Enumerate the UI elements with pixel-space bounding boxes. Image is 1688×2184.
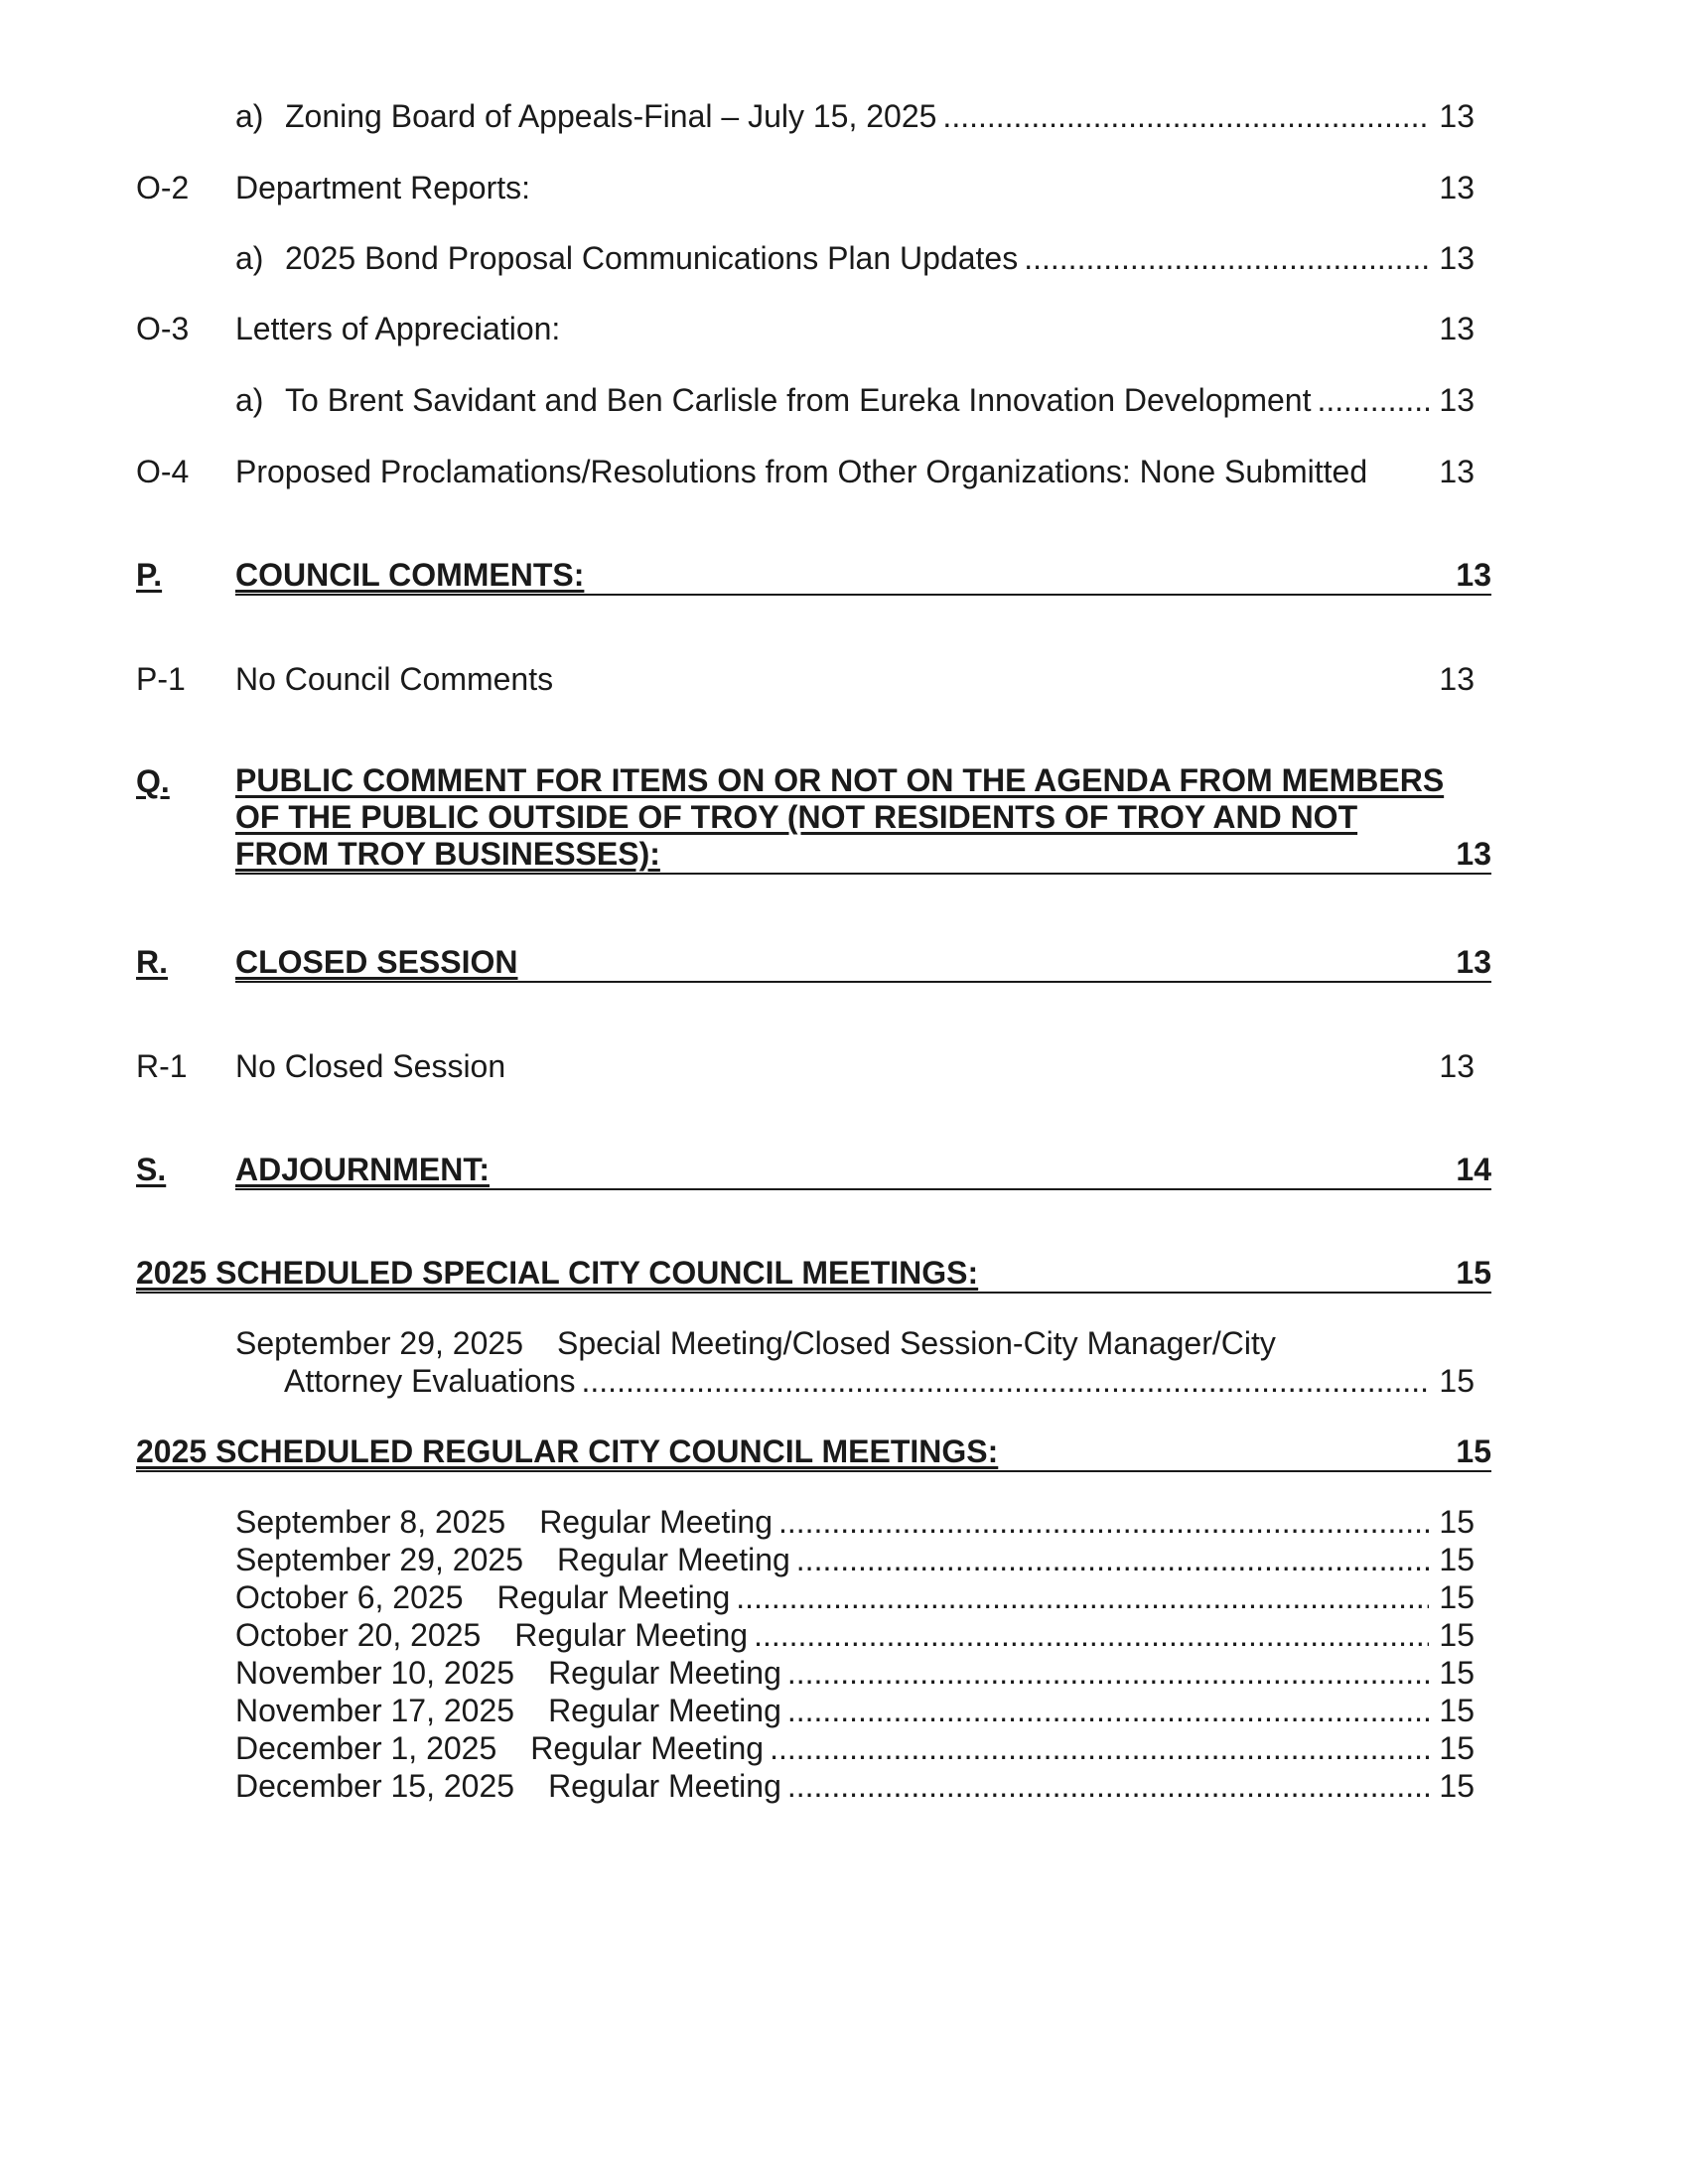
entry-text: Proposed Proclamations/Resolutions from Other Organizations: None Submitted: [235, 454, 1368, 489]
dot-leader: [778, 1503, 1429, 1541]
section-heading-s[interactable]: [235, 1151, 1491, 1190]
section-title: COUNCIL COMMENTS:: [235, 557, 585, 593]
section-page-number: 13: [1456, 836, 1491, 872]
toc-entry-o3[interactable]: [235, 310, 1475, 347]
section-title: CLOSED SESSION: [235, 944, 518, 980]
section-letter: S.: [136, 1152, 167, 1187]
dot-leader: [796, 1541, 1429, 1578]
toc-entry-o2[interactable]: [235, 169, 1475, 206]
special-meeting-entry[interactable]: [235, 1324, 1475, 1362]
dot-leader: [754, 1616, 1429, 1654]
dot-leader: [1317, 381, 1429, 419]
section-heading-q[interactable]: [235, 762, 1491, 875]
regular-meeting-entry[interactable]: [235, 1692, 1475, 1729]
meeting-label: Regular Meeting: [548, 1693, 781, 1728]
entry-text: Attorney Evaluations: [284, 1363, 576, 1399]
toc-entry-o2a[interactable]: [235, 239, 1475, 277]
dot-leader: [1024, 239, 1429, 277]
section-letter: R.: [136, 944, 168, 980]
entry-page-number: 13: [1439, 170, 1475, 205]
item-number: R-1: [136, 1048, 188, 1084]
meeting-label: Regular Meeting: [548, 1768, 781, 1804]
meeting-date: October 6, 2025: [235, 1579, 464, 1615]
section-page-number: 15: [1456, 1433, 1491, 1469]
item-number: P-1: [136, 661, 186, 697]
meeting-label: Special Meeting/Closed Session-City Manager/City: [556, 1325, 1276, 1361]
special-meetings-heading[interactable]: [136, 1254, 1491, 1294]
regular-meeting-entry[interactable]: [235, 1541, 1475, 1578]
entry-page-number: 15: [1439, 1768, 1475, 1804]
meeting-label: Regular Meeting: [556, 1542, 790, 1577]
entry-page-number: 15: [1439, 1542, 1475, 1577]
meeting-label: Regular Meeting: [548, 1655, 781, 1691]
dot-leader: [942, 97, 1429, 135]
meeting-date: September 29, 2025: [235, 1542, 523, 1577]
section-page-number: 14: [1456, 1152, 1491, 1187]
entry-page-number: 15: [1439, 1617, 1475, 1653]
entry-page-number: 13: [1439, 240, 1475, 276]
meeting-date: November 10, 2025: [235, 1655, 515, 1691]
section-page-number: 13: [1456, 557, 1491, 593]
dot-leader: [787, 1692, 1429, 1729]
item-number: O-2: [136, 170, 190, 205]
section-page-number: 13: [1456, 944, 1491, 980]
regular-meeting-entry[interactable]: [235, 1767, 1475, 1805]
entry-page-number: 15: [1439, 1579, 1475, 1615]
regular-meeting-entry[interactable]: [235, 1729, 1475, 1767]
entry-page-number: 15: [1439, 1693, 1475, 1728]
entry-page-number: 15: [1439, 1655, 1475, 1691]
meeting-date: September 8, 2025: [235, 1504, 506, 1540]
section-heading-p[interactable]: [235, 556, 1491, 596]
toc-entry-r1[interactable]: [235, 1047, 1475, 1085]
entry-page-number: 15: [1439, 1504, 1475, 1540]
dot-leader: [736, 1578, 1429, 1616]
entry-text: No Closed Session: [235, 1048, 506, 1084]
dot-leader: [787, 1654, 1429, 1692]
section-letter: Q.: [136, 763, 170, 799]
regular-meetings-heading[interactable]: [136, 1433, 1491, 1472]
section-title: 2025 SCHEDULED SPECIAL CITY COUNCIL MEETINGS:: [136, 1255, 979, 1291]
section-title: 2025 SCHEDULED REGULAR CITY COUNCIL MEETINGS:: [136, 1433, 999, 1469]
toc-entry-p1[interactable]: [235, 660, 1475, 698]
dot-leader: [770, 1729, 1429, 1767]
entry-page-number: 15: [1439, 1363, 1475, 1399]
meeting-label: Regular Meeting: [539, 1504, 773, 1540]
meeting-label: Regular Meeting: [496, 1579, 731, 1615]
meeting-label: Regular Meeting: [530, 1730, 765, 1766]
entry-page-number: 13: [1439, 98, 1475, 134]
toc-entry-o4[interactable]: [235, 453, 1475, 490]
entry-page-number: 13: [1439, 382, 1475, 418]
entry-text: No Council Comments: [235, 661, 554, 697]
entry-marker: a): [235, 98, 264, 134]
meeting-date: September 29, 2025: [235, 1325, 523, 1361]
entry-page-number: 13: [1439, 1048, 1475, 1084]
dot-leader: [582, 1362, 1430, 1400]
entry-text: 2025 Bond Proposal Communications Plan Updates: [285, 240, 1019, 276]
entry-page-number: 15: [1439, 1730, 1475, 1766]
toc-entry-o3a[interactable]: [235, 381, 1475, 419]
section-title: PUBLIC COMMENT FOR ITEMS ON OR NOT ON THE AGENDA FROM MEMBERS OF THE PUBLIC OUTSIDE OF TROY (NOT RESIDENTS OF TROY AND NOT FROM TROY BUSINESSES):: [235, 762, 1445, 872]
section-title: ADJOURNMENT:: [235, 1152, 490, 1187]
entry-marker: a): [235, 240, 264, 276]
section-heading-r[interactable]: [235, 943, 1491, 983]
item-number: O-4: [136, 454, 190, 489]
meeting-date: November 17, 2025: [235, 1693, 515, 1728]
regular-meeting-entry[interactable]: [235, 1654, 1475, 1692]
meeting-date: December 1, 2025: [235, 1730, 497, 1766]
special-meeting-continuation[interactable]: [284, 1362, 1475, 1400]
meeting-date: October 20, 2025: [235, 1617, 482, 1653]
entry-text: Letters of Appreciation:: [235, 311, 561, 346]
entry-page-number: 13: [1439, 661, 1475, 697]
entry-marker: a): [235, 382, 264, 418]
meeting-date: December 15, 2025: [235, 1768, 515, 1804]
entry-page-number: 13: [1439, 311, 1475, 346]
regular-meeting-entry[interactable]: [235, 1616, 1475, 1654]
toc-entry-o1a[interactable]: [235, 97, 1475, 135]
dot-leader: [787, 1767, 1429, 1805]
regular-meeting-entry[interactable]: [235, 1578, 1475, 1616]
section-letter: P.: [136, 557, 163, 593]
entry-text: Department Reports:: [235, 170, 531, 205]
item-number: O-3: [136, 311, 190, 346]
entry-text: To Brent Savidant and Ben Carlisle from Eureka Innovation Development: [285, 382, 1312, 418]
entry-text: Zoning Board of Appeals-Final – July 15, 2025: [285, 98, 937, 134]
meeting-label: Regular Meeting: [514, 1617, 749, 1653]
entry-page-number: 13: [1439, 454, 1475, 489]
section-page-number: 15: [1456, 1255, 1491, 1291]
regular-meeting-entry[interactable]: [235, 1503, 1475, 1541]
